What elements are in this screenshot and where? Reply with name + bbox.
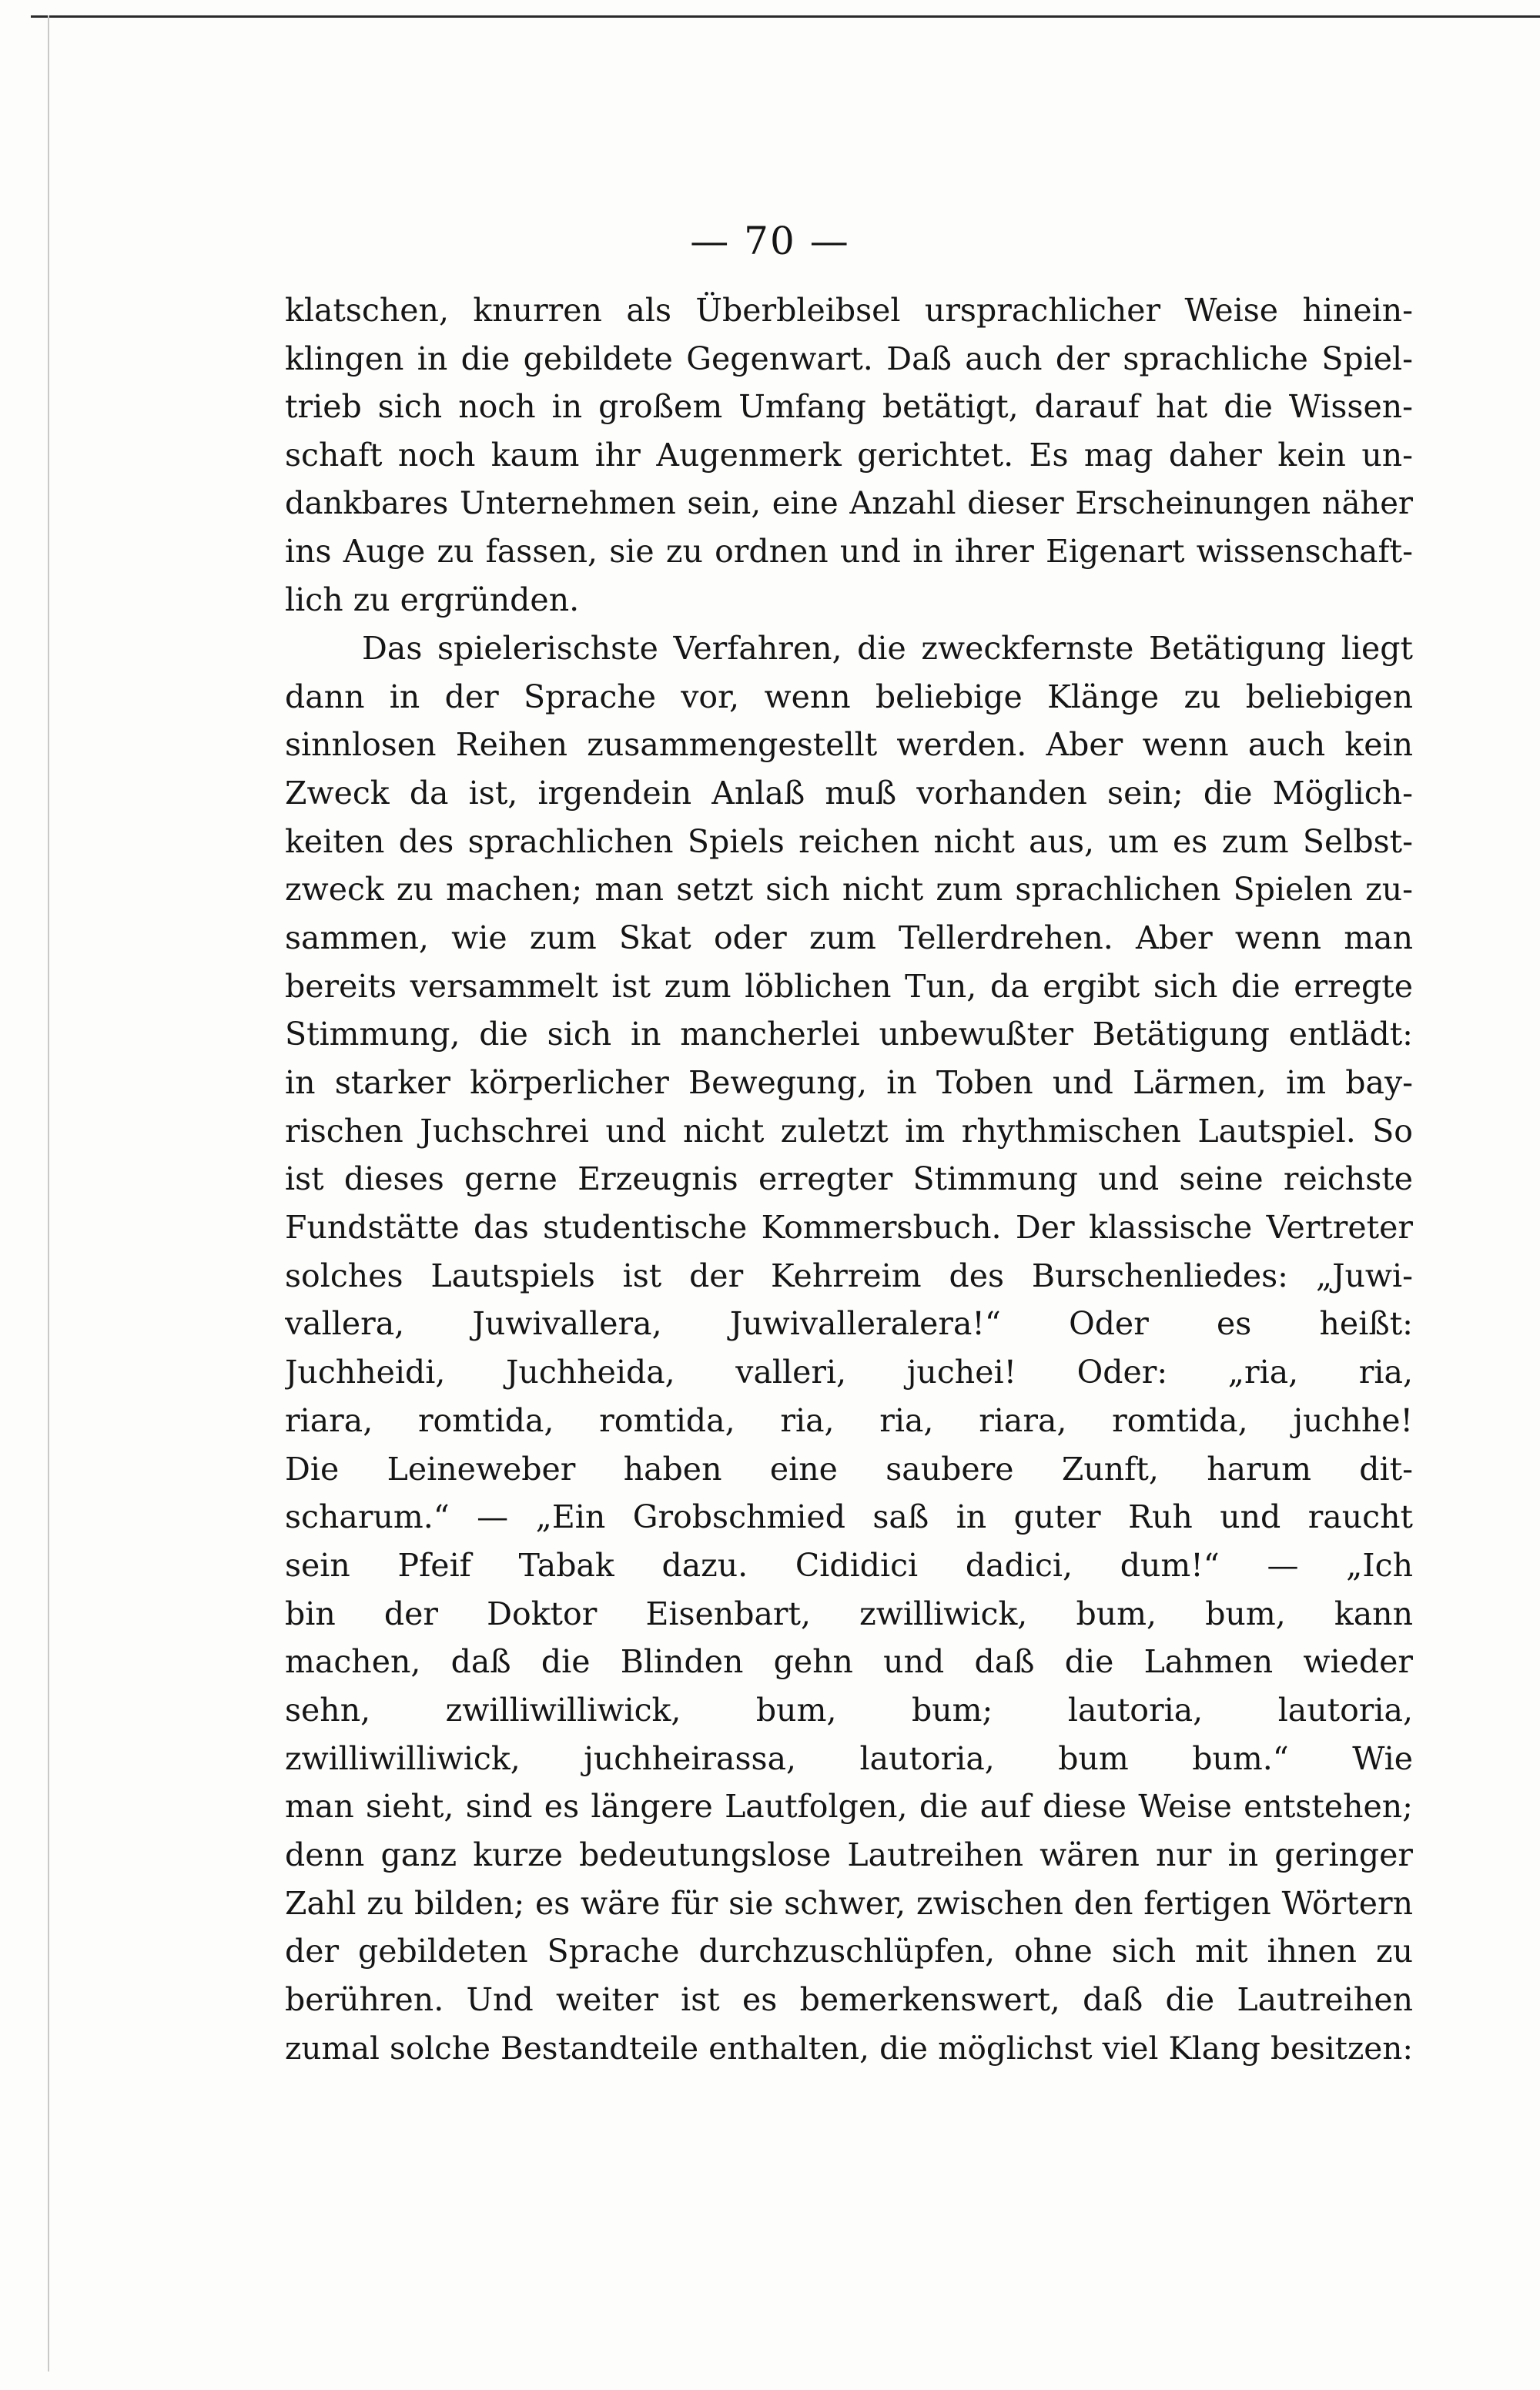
text-line: man sieht, sind es längere Lautfolgen, die auf diese Weise entstehen; (285, 1788, 1413, 1826)
text-line: riara, romtida, romtida, ria, ria, riara, romtida, juchhe! (285, 1401, 1413, 1439)
text-line: ist dieses gerne Erzeugnis erregter Stimmung und seine reichste (285, 1160, 1413, 1198)
text-line: sehn, zwilliwilliwick, bum, bum; lautoria, lautoria, (285, 1691, 1413, 1729)
text-line: klingen in die gebildete Gegenwart. Daß auch der sprachliche Spiel- (285, 340, 1413, 377)
text-line: in starker körperlicher Bewegung, in Toben und Lärmen, im bay- (285, 1064, 1413, 1101)
text-line: klatschen, knurren als Überbleibsel ursprachlicher Weise hinein- (285, 292, 1413, 329)
text-line: bereits versammelt ist zum löblichen Tun, da ergibt sich die erregte (285, 967, 1413, 1005)
text-line: Zahl zu bilden; es wäre für sie schwer, zwischen den fertigen Wörtern (285, 1884, 1413, 1922)
text-line: dankbares Unternehmen sein, eine Anzahl dieser Erscheinungen näher (285, 485, 1413, 521)
text-line: trieb sich noch in großem Umfang betätigt, darauf hat die Wissen- (285, 388, 1413, 426)
text-line: Stimmung, die sich in mancherlei unbewußter Betätigung entlädt: (285, 1016, 1413, 1053)
text-line: zweck zu machen; man setzt sich nicht zum sprachlichen Spielen zu- (285, 871, 1413, 909)
text-line: bin der Doktor Eisenbart, zwilliwick, bum, bum, kann (285, 1595, 1413, 1632)
page-top-edge (31, 15, 1540, 18)
text-line: machen, daß die Blinden gehn und daß die Lahmen wieder (285, 1643, 1413, 1681)
body-text (285, 286, 1413, 2072)
text-line: rischen Juchschrei und nicht zuletzt im rhythmischen Lautspiel. So (285, 1112, 1413, 1150)
text-line: solches Lautspiels ist der Kehrreim des Burschenliedes: „Juwi- (285, 1257, 1413, 1294)
text-line: Die Leineweber haben eine saubere Zunft, harum dit- (285, 1450, 1413, 1488)
text-line: Das spielerischste Verfahren, die zweckfernste Betätigung liegt (362, 629, 1413, 667)
text-line: lich zu ergründen. (285, 581, 580, 619)
text-line: dann in der Sprache vor, wenn beliebige Klänge zu beliebigen (285, 678, 1413, 715)
page-number: — 70 — (690, 219, 850, 263)
text-line: schaft noch kaum ihr Augenmerk gerichtet. Es mag daher kein un- (285, 437, 1413, 474)
text-line: berühren. Und weiter ist es bemerkenswert, daß die Lautreihen (285, 1981, 1413, 2019)
text-line: Juchheidi, Juchheida, valleri, juchei! Oder: „ria, ria, (285, 1354, 1413, 1391)
text-line: sinnlosen Reihen zusammengestellt werden. Aber wenn auch kein (285, 726, 1413, 764)
text-line: vallera, Juwivallera, Juwivalleralera!“ Oder es heißt: (285, 1305, 1413, 1343)
text-line: scharum.“ — „Ein Grobschmied saß in guter Ruh und raucht (285, 1498, 1413, 1536)
text-line: sammen, wie zum Skat oder zum Tellerdrehen. Aber wenn man (285, 919, 1413, 956)
text-line: Fundstätte das studentische Kommersbuch. Der klassische Vertreter (285, 1209, 1413, 1247)
text-line: keiten des sprachlichen Spiels reichen nicht aus, um es zum Selbst- (285, 822, 1413, 860)
text-line: sein Pfeif Tabak dazu. Cididici dadici, dum!“ — „Ich (285, 1546, 1413, 1584)
text-line: ins Auge zu fassen, sie zu ordnen und in ihrer Eigenart wissenschaft- (285, 533, 1413, 571)
text-line: der gebildeten Sprache durchzuschlüpfen, ohne sich mit ihnen zu (285, 1933, 1413, 1970)
text-line: denn ganz kurze bedeutungslose Lautreihen wären nur in geringer (285, 1836, 1413, 1873)
text-line: zumal solche Bestandteile enthalten, die möglichst viel Klang besitzen: (285, 2029, 1413, 2067)
page-left-edge (48, 15, 49, 2372)
text-line: zwilliwilliwick, juchheirassa, lautoria, bum bum.“ Wie (285, 1739, 1413, 1777)
text-line: Zweck da ist, irgendein Anlaß muß vorhanden sein; die Möglich- (285, 774, 1413, 812)
